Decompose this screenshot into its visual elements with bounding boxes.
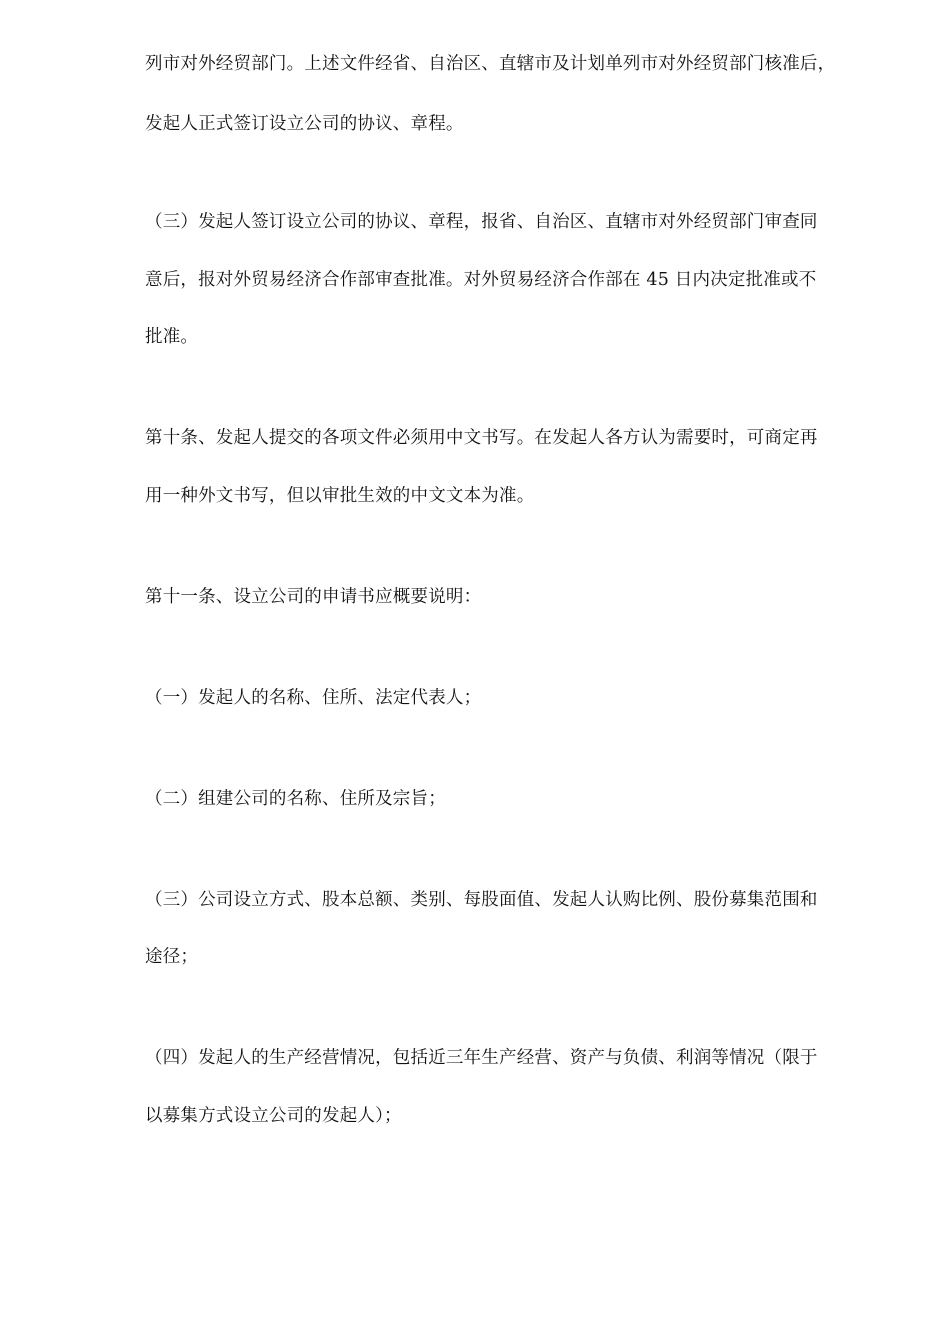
- text-line: （二）组建公司的名称、住所及宗旨；: [145, 789, 446, 809]
- text-line: 用一种外文书写，但以审批生效的中文文本为准。: [145, 486, 535, 506]
- text-line: 途径；: [145, 947, 199, 967]
- text-line: 发起人正式签订设立公司的协议、章程。: [145, 114, 464, 134]
- text-line: 批准。: [145, 327, 199, 347]
- text-line: 第十条、发起人提交的各项文件必须用中文书写。在发起人各方认为需要时，可商定再: [145, 428, 818, 448]
- text-line: （三）发起人签订设立公司的协议、章程，报省、自治区、直辖市对外经贸部门审查同: [145, 212, 818, 232]
- text-line: （三）公司设立方式、股本总额、类别、每股面值、发起人认购比例、股份募集范围和: [145, 890, 818, 910]
- text-line: （四）发起人的生产经营情况，包括近三年生产经营、资产与负债、利润等情况（限于: [145, 1048, 818, 1068]
- text-line: 列市对外经贸部门。上述文件经省、自治区、直辖市及计划单列市对外经贸部门核准后，: [145, 54, 836, 74]
- text-line: 第十一条、设立公司的申请书应概要说明：: [145, 587, 482, 607]
- text-line: 意后，报对外贸易经济合作部审查批准。对外贸易经济合作部在 45 日内决定批准或不: [145, 270, 817, 290]
- text-line: （一）发起人的名称、住所、法定代表人；: [145, 688, 482, 708]
- text-line: 以募集方式设立公司的发起人）；: [145, 1106, 402, 1126]
